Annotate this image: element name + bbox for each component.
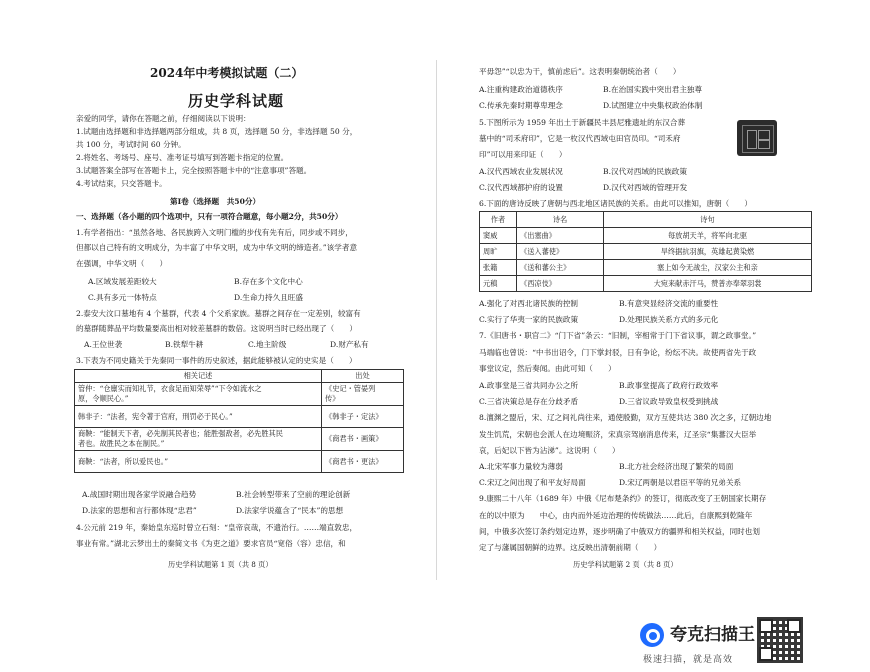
q7-line-3: 事堂议定，然后奏闻。由此可知（ ）	[479, 364, 616, 373]
q6-option-a: A.强化了对西北诸民族的控制	[479, 299, 579, 308]
q6-table	[479, 211, 812, 292]
q5-option-a: A.汉代西域农业发展状况	[479, 167, 563, 176]
q7-line-1: 7.《旧唐书・职官二》“门下省”条云：“旧制，宰相常于门下省议事，谓之政事堂。”	[479, 331, 757, 340]
table-row	[75, 406, 404, 428]
q3-option-c: D.法家的思想和言行都体现“忠君”	[82, 506, 197, 515]
q8-line-2: 发生饥荒，宋朝也会派人在边境赈济，宋真宗驾崩消息传来，辽圣宗“集蕃汉大臣举	[479, 430, 757, 439]
q3-row1-text-2: 原，令顺民心。”	[78, 394, 129, 403]
q3-option-b: B.社会转型带来了空前的理论创新	[236, 490, 351, 499]
q1-option-a: A.区域发展差距较大	[88, 277, 157, 286]
q7-option-c: C.三省决策总是存在分歧矛盾	[479, 397, 579, 406]
q6-header-verse: 诗句	[604, 212, 812, 228]
table-row	[480, 260, 812, 276]
q3-row3-text-1: 商鞅：“能制天下者，必先制其民者也；能胜强敌者，必先胜其民	[78, 429, 283, 438]
q6-option-d: D.处理民族关系方式的多元化	[619, 315, 719, 324]
seal-image	[737, 120, 777, 156]
q1-option-c: C.具有多元一体特点	[88, 293, 157, 302]
q8-line-1: 8.澶渊之盟后，宋、辽之间礼尚往来，通使殷勤，双方互使共达 380 次之多，辽朝边地	[479, 413, 772, 422]
q1-option-b: B.存在多个文化中心	[234, 277, 303, 286]
q4-option-a: A.注重构建政治道德秩序	[479, 85, 563, 94]
table-row	[75, 428, 404, 451]
q6-row4-verse: 大宛来献赤汗马，赞普亦奉翠羽裳	[604, 276, 812, 292]
q9-line-3: 间，中俄多次签订条约划定边界，逐步明确了中俄双方的疆界和相关权益，同时也划	[479, 527, 760, 536]
scanner-logo-icon	[640, 623, 664, 647]
exam-title: 2024年中考模拟试题（二）	[150, 66, 304, 80]
q1-line-2: 但都以自己特有的文明成分，为丰富了中华文明，成为中华文明的缔造者。”该学者意	[76, 243, 358, 252]
seal-glyph	[758, 140, 770, 149]
page-2	[435, 0, 870, 672]
page-1-footer: 历史学科试题第 1 页（共 8 页）	[168, 560, 273, 569]
q2-line-1: 2.泰安大汶口墓地有 4 个墓群，代表 4 个父系家族。墓群之间存在一定差别，较富有	[76, 309, 361, 318]
q2-option-c: C.地主阶级	[248, 340, 287, 349]
q2-line-2: 的墓群随葬品平均数量要高出相对较差墓群的数倍。这说明当时已经出现了（ ）	[76, 324, 357, 333]
table-row	[75, 383, 404, 406]
q3-option-d: D.法家学说蕴含了“民本”的思想	[236, 506, 344, 515]
q6-row3-poem: 《送和蕃公主》	[517, 260, 604, 276]
q4-continued: 平毋怨”“以忠为干，慎前虑后”。这表明秦朝统治者（ ）	[479, 67, 681, 76]
q1-line-1: 1.有学者指出：“虽然各地、各民族跨入文明门槛的步伐有先有后，同步或不同步，	[76, 228, 353, 237]
q3-row3-text-2: 者也。故胜民之本在制民。”	[78, 439, 165, 448]
q4-option-d: D.试图建立中央集权政治体制	[603, 101, 703, 110]
q5-line-1: 5.下图所示为 1959 年出土于新疆民丰县尼雅遗址的东汉合葬	[479, 118, 686, 127]
q5-line-3: 印”可以用来印证（ ）	[479, 150, 567, 159]
q4-line-2: 事业有常。”湖北云梦出土的秦简文书《为吏之道》要求官员“宽俗（容）忠信，和	[76, 539, 346, 548]
q3-row2-source: 《韩非子・定法》	[325, 411, 383, 421]
q3-row1-source-1: 《史记・管晏列	[325, 384, 376, 393]
q3-row4-text: 商鞅：“法者，所以爱民也。”	[78, 456, 169, 466]
instruction-1: 1.试题由选择题和非选择题两部分组成，共 8 页，选择题 50 分，非选择题 50 分，	[76, 127, 358, 136]
q5-line-2: 墓中的“司禾府印”，它是一枚汉代西域屯田官员印。“司禾府	[479, 134, 681, 143]
q3-header-source: 出处	[322, 370, 404, 383]
q6-row2-poem: 《送入蕃使》	[517, 244, 604, 260]
q3-line: 3.下表为不同史籍关于先秦同一事件的历史叙述，据此能够被认定的史实是（ ）	[76, 356, 357, 365]
q3-row3-source: 《商君书・画策》	[325, 434, 383, 443]
q5-option-c: C.汉代西域都护府的设置	[479, 183, 563, 192]
instruction-2: 2.将姓名、考场号、座号、准考证号填写到答题卡指定的位置。	[76, 153, 289, 162]
q1-line-3: 在强调，中华文明（ ）	[76, 259, 168, 268]
q3-row1-text-1: 管仲：“仓廪实而知礼节，衣食足而知荣辱”“下令如流水之	[78, 384, 262, 393]
q8-option-b: B.北方社会经济出现了繁荣的局面	[619, 462, 734, 471]
q6-row1-poem: 《出塞曲》	[517, 228, 604, 244]
q6-row4-poem: 《西凉伎》	[517, 276, 604, 292]
q6-row4-author: 元稹	[480, 276, 517, 292]
q5-option-b: B.汉代对西域的民族政策	[603, 167, 687, 176]
q6-row3-author: 张籍	[480, 260, 517, 276]
instruction-4: 4.考试结束，只交答题卡。	[76, 179, 167, 188]
seal-border	[742, 125, 774, 153]
q7-option-d: D.三省议政导致皇权受到挑战	[619, 397, 719, 406]
q2-option-d: D.财产私有	[330, 340, 369, 349]
q9-line-2: 在的以中原为 中心，由内而外延边治理的传统做法……此后，自康熙到乾隆年	[479, 511, 753, 520]
q6-row1-verse: 每放胡天羊，将军向北驱	[604, 228, 812, 244]
q6-option-b: B.有意突显经济交流的重要性	[619, 299, 719, 308]
page-2-footer: 历史学科试题第 2 页（共 8 页）	[573, 560, 678, 569]
q5-option-d: D.汉代对西域的管理开发	[603, 183, 688, 192]
q3-option-a: A.战国时期出现各家学说融合趋势	[82, 490, 197, 499]
qr-finder	[759, 647, 773, 661]
scanner-slogan: 极速扫描，就是高效	[643, 655, 734, 665]
q9-line-1: 9.康熙二十八年（1689 年）中俄《尼布楚条约》的签订，彻底改变了王朝国家长期存	[479, 494, 767, 503]
q7-line-2: 马端临也曾说：“中书出诏令，门下掌封驳，日有争论，纷纭不决。故使两省先于政	[479, 348, 757, 357]
q3-row2-text: 韩非子：“法者，宪令著于官府，刑罚必于民心。”	[78, 411, 233, 421]
seal-glyph	[747, 130, 757, 149]
instruction-3: 3.试题答案全部写在答题卡上，完全按照答题卡中的“注意事项”答题。	[76, 166, 312, 175]
q8-option-c: C.宋辽之间出现了和平友好局面	[479, 478, 586, 487]
greeting: 亲爱的同学，请你在答题之前，仔细阅读以下说明：	[76, 114, 251, 123]
q3-row4-source: 《商君书・更法》	[325, 456, 383, 466]
q6-row2-author: 周旷	[480, 244, 517, 260]
qr-finder	[787, 619, 801, 633]
table-row	[480, 228, 812, 244]
instruction-1b: 共 100 分，考试时间 60 分钟。	[76, 140, 186, 149]
q2-option-a: A.王位世袭	[84, 340, 123, 349]
section-header: 一、选择题（各小题的四个选项中，只有一项符合题意，每小题2分，共50分）	[76, 212, 343, 221]
table-row	[480, 276, 812, 292]
qr-finder	[759, 619, 773, 633]
q6-header-author: 作者	[480, 212, 517, 228]
q7-option-b: B.政事堂提高了政府行政效率	[619, 381, 719, 390]
q3-header-record: 相关记述	[75, 370, 322, 383]
q3-table	[74, 369, 404, 473]
q4-option-c: C.传承先秦时期尊卑理念	[479, 101, 563, 110]
q6-row1-author: 窦威	[480, 228, 517, 244]
q8-option-a: A.北宋军事力量较为薄弱	[479, 462, 563, 471]
q6-header-poem: 诗名	[517, 212, 604, 228]
subject-title: 历史学科试题	[188, 92, 285, 110]
q7-option-a: A.政事堂是三省共同办公之所	[479, 381, 579, 390]
q6-option-c: C.实行了华夷一家的民族政策	[479, 315, 579, 324]
q2-option-b: B.铁犁牛耕	[165, 340, 204, 349]
q6-line: 6.下面的唐诗反映了唐朝与西北地区诸民族的关系。由此可以推知，唐朝（ ）	[479, 199, 753, 208]
qr-code-icon	[757, 617, 803, 663]
q1-option-d: D.生命力持久且旺盛	[234, 293, 303, 302]
q6-row3-verse: 塞上如今无战尘，汉家公主和亲	[604, 260, 812, 276]
table-row	[75, 451, 404, 473]
q3-row1-source-2: 传》	[325, 394, 340, 403]
table-row	[480, 244, 812, 260]
q9-line-4: 定了与藩属国朝鲜的边界。这反映出清朝前期（ ）	[479, 543, 662, 552]
seal-glyph	[758, 130, 770, 140]
q6-row2-verse: 旱终据抗羽旗，英雄起黄染燃	[604, 244, 812, 260]
part-header: 第Ⅰ卷（选择题 共50分）	[170, 197, 261, 206]
q8-line-3: 哀，后妃以下皆为沾涕”。这说明（ ）	[479, 446, 620, 455]
q4-option-b: B.在治国实践中突出君主独尊	[603, 85, 703, 94]
q4-line-1: 4.公元前 219 年，秦始皇东巡时曾立石刻：“皇帝哀哉，不遗治行。……端直敦忠，	[76, 523, 358, 532]
scanner-app-name: 夸克扫描王	[670, 625, 755, 645]
q8-option-d: D.宋辽两朝是以君臣平等的兄弟关系	[619, 478, 742, 487]
